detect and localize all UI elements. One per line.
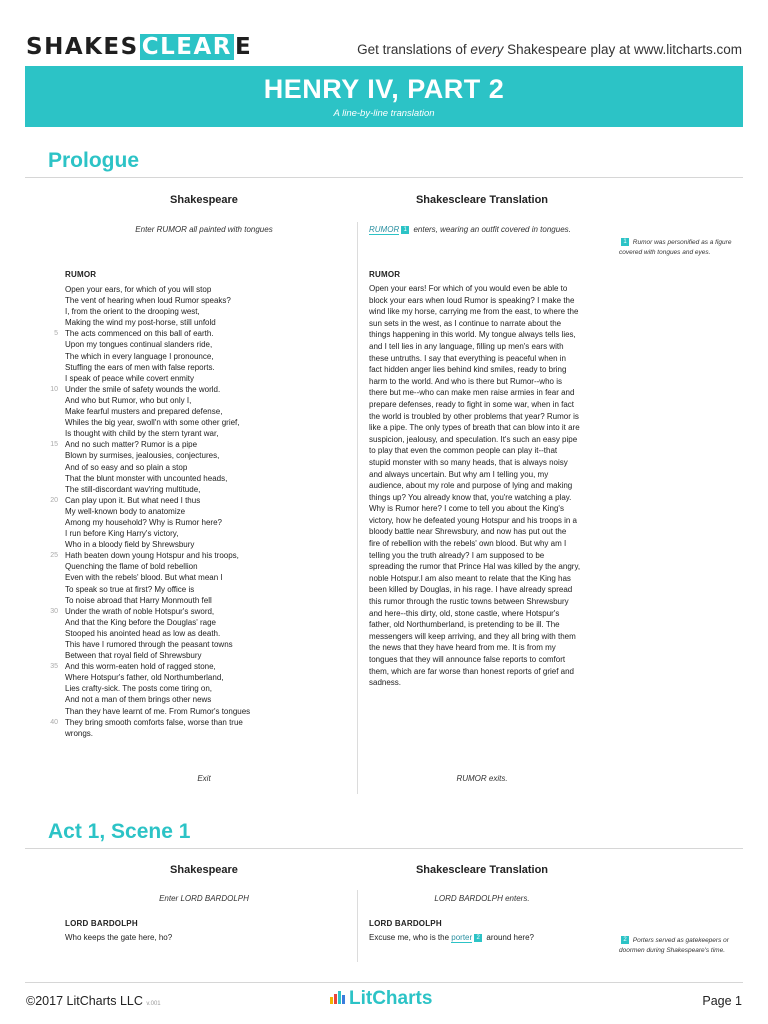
translation-line (369, 933, 534, 942)
verse-line (65, 584, 250, 595)
logo-text-e: E (234, 34, 253, 60)
play-title: HENRY IV, PART 2 (263, 74, 505, 104)
verse-line-text: Can play upon it. But what need I thus (65, 495, 201, 505)
verse-line (65, 339, 250, 350)
translation-line: this rumor through the rustic towns between Shrewsbury (369, 597, 569, 607)
translation-line: messengers will keep arriving, and they all bring with them (369, 631, 576, 641)
translation-line: the news that they have heard from me. It is from my (369, 643, 556, 653)
verse-line (65, 351, 250, 362)
translation-line: block your ears when loud Rumor is speaking? I make the (369, 295, 575, 305)
note-marker-2-icon: 2 (621, 936, 629, 944)
verse-line-text: I run before King Harry's victory, (65, 529, 179, 539)
speaker-name-translation: LORD BARDOLPH (369, 919, 442, 928)
translation-line: them, which are far worse than honest reports of grief and (369, 666, 574, 676)
verse-line-text: Hath beaten down young Hotspur and his troops, (65, 551, 239, 561)
translation-line: fire of rebellion with the rebels' own blood. But why am I (369, 539, 567, 549)
verse-line (50, 384, 250, 395)
bar-chart-icon (330, 988, 346, 1010)
verse-line (65, 317, 250, 328)
translation-line: stupid monster with so many heads, that is always noisy (369, 457, 568, 467)
verse-line-text: Stuffing the ears of men with false reports. (65, 362, 215, 372)
translation-line: been killed by Douglas, in his rage. I have already spread (369, 585, 573, 595)
verse-line (65, 672, 250, 683)
translation-line: sun sets in the west, as I continue to narrate about the (369, 318, 562, 328)
margin-note-text: Porters served as gatekeepers or doormen during Shakespeare's time. (619, 937, 729, 954)
verse-line-text: My well-known body to anatomize (65, 506, 186, 516)
verse-line (65, 650, 250, 661)
verse-line-text: Is thought with child by the stern tyrant war, (65, 429, 219, 439)
verse-line-text: And no such matter? Rumor is a pipe (65, 440, 198, 450)
litcharts-logo-text: LitCharts (349, 988, 433, 1009)
column-header-shakespeare: Shakespeare (170, 194, 238, 206)
verse-line-text: Between that royal field of Shrewsbury (65, 651, 202, 661)
verse-line (65, 295, 250, 306)
verse-line-text: Even with the rebels' blood. But what mean I (65, 573, 223, 583)
line-number: 15 (50, 441, 58, 449)
title-banner (25, 66, 743, 127)
translation-line: wind like my horse, carrying me from the east, to where the (369, 307, 579, 317)
column-header-shakespeare: Shakespeare (170, 864, 238, 876)
verse-line (65, 473, 250, 484)
verse-line-text: The still-discordant wav'ring multitude, (65, 484, 201, 494)
verse-line (50, 606, 250, 617)
section-title-prologue: Prologue (48, 149, 140, 172)
verse-line-text: This have I rumored through the peasant towns (65, 640, 233, 649)
stage-direction-original: Enter RUMOR all painted with tongues (135, 225, 273, 234)
verse-line (54, 328, 250, 339)
stage-direction-original: Enter LORD BARDOLPH (159, 894, 249, 903)
verse-line-text: Make fearful musters and prepared defense, (65, 407, 223, 417)
verse-line (65, 395, 250, 406)
verse-line-text: I, from the orient to the drooping west, (65, 307, 200, 317)
verse-line (65, 373, 250, 384)
verse-line (65, 561, 250, 572)
translation-text (369, 283, 595, 689)
verse-line-text: Blown by surmises, jealousies, conjectures, (65, 451, 220, 461)
translation-line: father, old Northumberland, is pretending to be ill. The (369, 620, 560, 630)
column-header-translation: Shakescleare Translation (415, 194, 549, 206)
header-tagline[interactable] (357, 42, 742, 57)
translation-line: these untruths. I say that everything is peaceful when in (369, 353, 567, 363)
line-number: 35 (50, 663, 58, 671)
verse-line-text: The which in every language I pronounce, (65, 351, 214, 361)
translation-line: fact hidden anger lies behind kind smiles, ready to bring (369, 365, 567, 375)
note-marker-1-icon: 1 (621, 238, 629, 246)
verse-line (65, 694, 250, 705)
translation-line: harm to the world. And who is there but Rumor--who is (369, 376, 562, 386)
note-marker-1-icon[interactable]: 1 (401, 226, 409, 234)
play-subtitle: A line-by-line translation (333, 108, 435, 119)
original-line: Who keeps the gate here, ho? (65, 933, 173, 942)
page-number: Page 1 (702, 994, 742, 1008)
original-verse (50, 284, 251, 739)
column-divider (357, 222, 358, 794)
line-number: 10 (50, 385, 58, 393)
translation-line: there but me--who can make men raise armies in fear and (369, 388, 575, 398)
verse-line-text: Among my household? Why is Rumor here? (65, 517, 222, 527)
speaker-name-original: RUMOR (65, 270, 97, 279)
verse-line-text: Open your ears, for which of you will stop (65, 285, 212, 294)
annotated-term-rumor[interactable]: RUMOR (369, 225, 400, 234)
version-label: v.001 (146, 1001, 161, 1007)
verse-line-text: Than they have learnt of me. From Rumor's tongues (65, 706, 251, 716)
verse-line-text: To speak so true at first? My office is (65, 584, 195, 594)
verse-line-text: They bring smooth comforts false, worse than true (65, 717, 243, 727)
verse-line-text: And that the King before the Douglas' rage (65, 617, 216, 627)
verse-line (65, 728, 250, 739)
verse-line (50, 495, 250, 506)
stage-direction-translation (369, 225, 595, 234)
verse-line-text: Whiles the big year, swoll'n with some other grief, (65, 418, 240, 428)
exit-direction-translation: RUMOR exits. (456, 774, 508, 783)
logo-text-shakes: SHAKES (26, 34, 139, 60)
verse-line-text: Upon my tongues continual slanders ride, (65, 340, 213, 350)
translation-line: spreading the rumor that Prince Hal was killed by the angry, (369, 562, 581, 572)
verse-line (65, 506, 250, 517)
verse-line (65, 284, 250, 295)
translation-line: like a pipe. The only types of breath that can blow into it are (369, 423, 580, 433)
translation-line: things up? You already know that, you're watching a play. (369, 492, 572, 502)
tagline-emphasis: every (470, 42, 504, 57)
verse-line-text: That the blunt monster with uncounted heads, (65, 473, 228, 483)
verse-line-text: And who but Rumor, who but only I, (65, 395, 192, 405)
verse-line (65, 450, 250, 461)
footer-divider (25, 982, 743, 983)
verse-line (65, 484, 250, 495)
verse-line (65, 428, 250, 439)
verse-line (65, 617, 250, 628)
translation-line: and always uncertain. But why am I telling you, my (369, 469, 549, 479)
translation-line: tongues that they will announce false reports to comfort (369, 655, 566, 664)
verse-line (65, 517, 250, 528)
verse-line-text: Quenching the flame of bold rebellion (65, 562, 198, 572)
speaker-name-original: LORD BARDOLPH (65, 919, 138, 928)
verse-line (65, 639, 250, 650)
column-divider (357, 890, 358, 962)
verse-line-text: And of so easy and so plain a stop (65, 462, 188, 472)
margin-note-text: Rumor was personified as a figure covered with tongues and eyes. (619, 239, 732, 256)
verse-line-text: Lies crafty-sick. The posts come tiring on, (65, 684, 213, 694)
verse-line-text: And not a man of them brings other news (65, 695, 212, 705)
section-divider (25, 848, 743, 849)
verse-line (50, 550, 250, 561)
verse-line (65, 362, 250, 373)
logo-text-clear: CLEAR (141, 34, 232, 60)
translation-line: audience, about my role and purpose of lying and making (369, 481, 573, 491)
stage-direction-text: enters, wearing an outfit covered in tongues. (411, 225, 571, 234)
translation-line: Why is Rumor here? I come to tell you about the King's (369, 504, 564, 514)
line-number: 5 (54, 330, 58, 338)
speaker-name-translation: RUMOR (369, 270, 401, 279)
column-header-translation: Shakescleare Translation (415, 864, 549, 876)
copyright (26, 994, 161, 1008)
shakescleare-logo[interactable] (26, 34, 252, 60)
verse-line (50, 439, 250, 450)
translation-line: things happening in this world. My tongue always tells lies, (369, 330, 576, 340)
verse-line (65, 306, 250, 317)
margin-note-1 (619, 238, 754, 257)
translation-line: telling you the truth already? I am supposed to be (369, 550, 545, 560)
verse-line-text: Where Hotspur's father, old Northumberland, (65, 673, 224, 683)
verse-line-text: Under the wrath of noble Hotspur's sword, (65, 606, 215, 616)
stage-direction-translation: LORD BARDOLPH enters. (434, 894, 530, 903)
line-number: 40 (50, 718, 58, 726)
translation-line: victory, how he defeated young Hotspur and his troops in a (369, 515, 577, 525)
translation-line-text: Excuse me, who is the (369, 933, 452, 942)
line-number: 30 (50, 607, 58, 615)
verse-line-text: Making the wind my post-horse, still unfold (65, 318, 216, 328)
translation-line-text: around here? (484, 933, 534, 942)
litcharts-logo[interactable] (330, 988, 432, 1010)
line-number: 20 (50, 496, 58, 504)
translation-line: suspicion, jealousy, and speculation. It's such an easy pipe (369, 434, 578, 444)
verse-line-text: To noise abroad that Harry Monmouth fell (65, 595, 212, 605)
translation-line: and I tell lies in any language, filling up men's ears with (369, 341, 564, 351)
tagline-post: Shakespeare play at www.litcharts.com (503, 42, 742, 57)
verse-line-text: The vent of hearing when loud Rumor speaks? (65, 296, 231, 306)
verse-line (50, 661, 250, 672)
line-number: 25 (50, 552, 58, 560)
translation-line: Open your ears! For which of you would even be able to (369, 284, 568, 293)
verse-line-text: Under the smile of safety wounds the world. (65, 384, 221, 394)
note-marker-2-icon[interactable]: 2 (474, 934, 482, 942)
translation-line: prepare defenses, ready to fight in some war, when in fact (369, 399, 575, 409)
verse-line (65, 572, 250, 583)
copyright-text: ©2017 LitCharts LLC (26, 994, 143, 1008)
verse-line-text: And this worm-eaten hold of ragged stone, (65, 662, 216, 672)
verse-line-text: The acts commenced on this ball of earth. (65, 329, 214, 339)
margin-note-2 (619, 936, 754, 955)
verse-line (65, 462, 250, 473)
verse-line (65, 417, 250, 428)
verse-line-text: Who in a bloody field by Shrewsbury (65, 540, 195, 550)
verse-line-text: I speak of peace while covert enmity (65, 373, 194, 383)
translation-line: sadness. (369, 678, 402, 688)
translation-line: bloody battle near Shrewsbury, and now has put out the (369, 527, 567, 537)
section-title-act1-scene1: Act 1, Scene 1 (48, 820, 191, 843)
verse-line (50, 717, 250, 728)
section-divider (25, 177, 743, 178)
translation-line: to play that even the common people can play it--that (369, 446, 558, 456)
verse-line-text: Stooped his anointed head as low as death. (65, 628, 221, 638)
verse-line (65, 528, 250, 539)
verse-line (65, 595, 250, 606)
verse-line (65, 406, 250, 417)
verse-line (65, 539, 250, 550)
verse-line-text: wrongs. (65, 728, 94, 738)
translation-line: noble Hotspur.I am also meant to relate that the King has (369, 573, 571, 583)
tagline-pre: Get translations of (357, 42, 471, 57)
annotated-term-porter[interactable]: porter (451, 933, 473, 942)
translation-line: and here--this dirty, old, stone castle, where Hotspur's (369, 608, 560, 618)
verse-line (65, 628, 250, 639)
verse-line (65, 706, 250, 717)
verse-line (65, 683, 250, 694)
exit-direction-original: Exit (197, 774, 211, 783)
translation-line: the world is troubled by other problems that year? Rumor is (369, 411, 579, 421)
